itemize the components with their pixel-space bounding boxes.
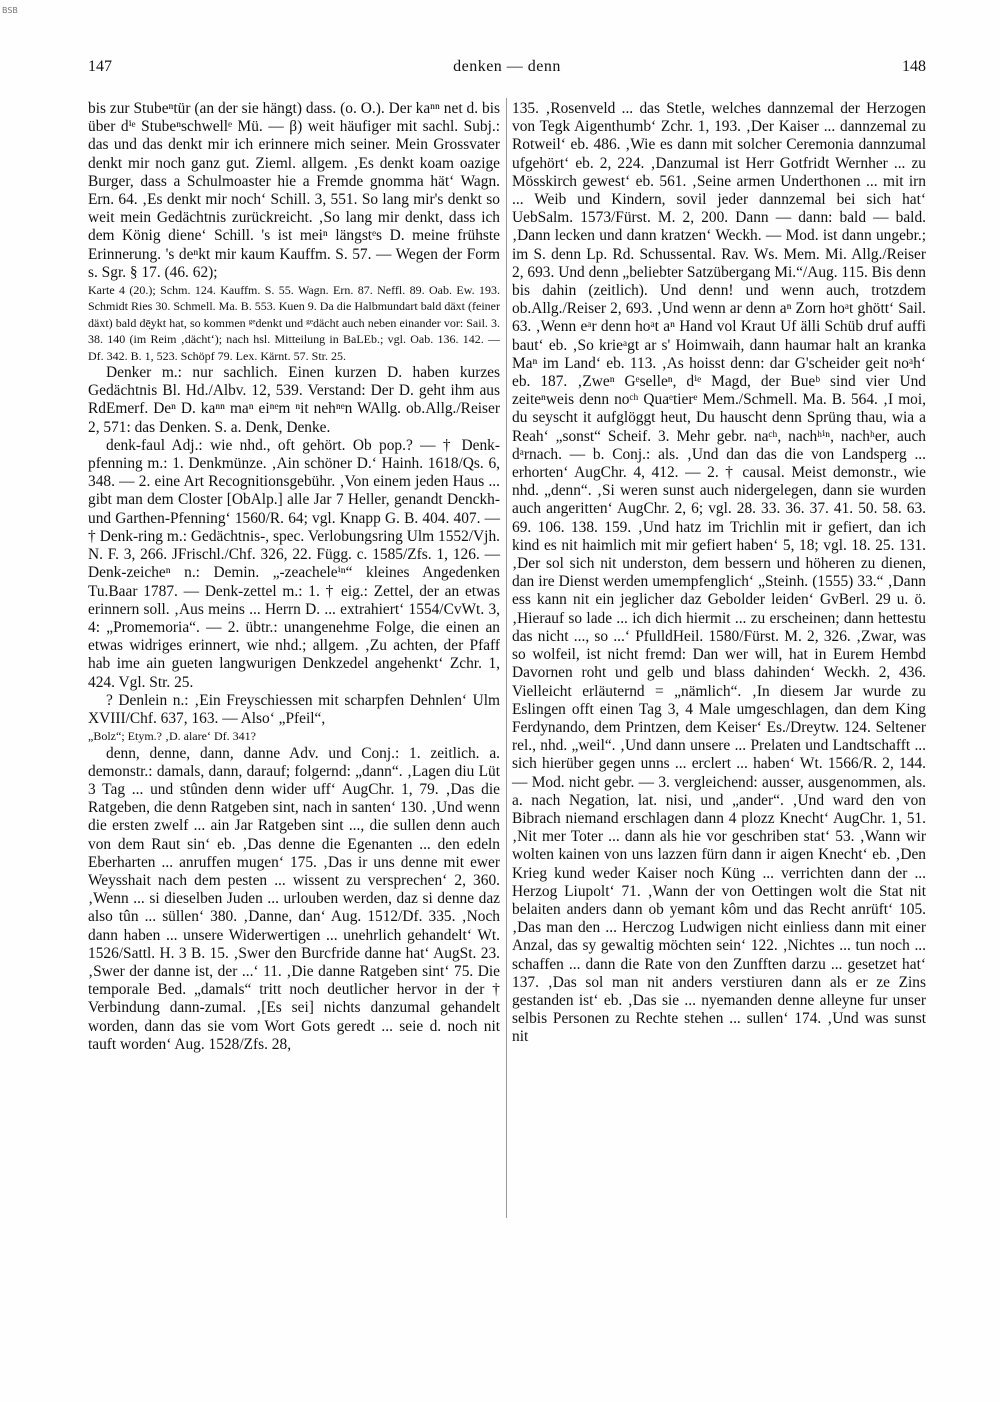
library-stamp: BSB xyxy=(2,6,18,15)
entry-denlein: ? Denlein n.: ‚Ein Freyschiessen mit scharpfen Dehnlen‘ Ulm XVIII/Chf. 637, 163. — Also‘ „Pfeil“, xyxy=(88,691,500,727)
entry-denlein-notes: „Bolz“; Etym.? ‚D. alare‘ Df. 341? xyxy=(88,729,256,744)
left-column xyxy=(88,100,500,1054)
entry-denker: Denker m.: nur sachlich. Einen kurzen D. haben kurzes Gedächtnis Bl. Hd./Albv. 12, 539. Verstand: Der D. geht ihm aus RdEmerf. Deⁿ D. kaⁿⁿ maⁿ eiⁿᵉm ⁿit nehⁿᵉn WAllg. ob.Allg./Reiser 2, 571: das Denken. S. a. Denk, Denke. xyxy=(88,364,500,436)
right-column xyxy=(512,100,926,1047)
entry-denken-continued: bis zur Stubeⁿtür (an der sie hängt) dass. (o. O.). Der kaⁿⁿ net d. bis über dⁱᵉ Stubeⁿschwellᵉ Mü. — β) weit häufiger mit sachl. Subj.: das und das denkt mir ich erinnere mich seiner. Mein Grossvater denkt mir noch ganz gut. Zieml. allgem. ‚Es denkt koam oazige Burger, dass a Schulmoaster hie a Fremde gnomma hät‘ Wagn. Ern. 64. ‚Es denkt mir noch‘ Schill. 3, 551. So lang mir's denkt so weit mein Gedächtnis zurückreicht. ‚So lang mir denkt, dass ich dem König diene‘ Schill. 's ist meiⁿ längstᵉs D. meine frühste Erinnerung. 's deⁿkt mir kaum Kauffm. S. 57. — Wegen der Form s. Sgr. § 17. (46. 62); xyxy=(88,100,500,281)
running-title: denken — denn xyxy=(453,58,561,75)
entry-denken-notes: Karte 4 (20.); Schm. 124. Kauffm. S. 55. Wagn. Ern. 87. Neffl. 89. Oab. Ew. 193. Schmidt Ries 30. Schmell. Ma. B. 553. Kuen 9. Da die Halbmundart bald däxt (feiner däxt) bald dē̤ykt hat, so kommen ᵍᵉdenkt und ᵍᵉdächt auch neben einander vor: Sail. 3. 38. 140 (im Reim ‚dächt‘); nach hsl. Mitteilung in BaLEb.; vgl. Oab. 136. 142. — Df. 342. B. 1, 523. Schöpf 79. Lex. Kärnt. 57. Str. 25. xyxy=(88,283,500,363)
column-divider xyxy=(506,98,507,1218)
page-number-right: 148 xyxy=(902,58,926,75)
entry-denn-continued: 135. ‚Rosenveld ... das Stetle, welches dannzemal der Herzogen von Tegk Aigenthumb‘ Zchr. 1, 193. ‚Der Kaiser ... dannzemal zu Rotweil‘ eb. 486. ‚Wie es dann mit solcher Ceremonia dannzumal ufgehört‘ eb. 2, 224. ‚Danzumal ist Herr Gotfridt Wernher ... zu Mösskirch gewest‘ eb. 561. ‚Seine armen Underthonen ... mit irn ... Weib und Kindern, sovil jeder dannzemal bei sich hat‘ UebSalm. 1573/Fürst. M. 2, 200. Dann — dann: bald — bald. ‚Dann lecken und dann kratzen‘ Weckh. — Mod. ist dann ungebr.; im S. denn Lp. Rd. Schussental. Rav. Ws. Mem. Mi. Allg./Reiser 2, 693. Und denn „beliebter Satzübergang Mi.“/Aug. 115. Bis denn bis dahin (zeitlich). Und denn! und wenn auch, trotzdem ob.Allg./Reiser 2, 693. ‚Und wenn ar denn aⁿ Zorn hoᵃt ghött‘ Sail. 63. ‚Wenn eᵃr denn hoᵃt aⁿ Hand vol Kraut Uf älli Schüb druf auffi baut‘ eb. ‚So krieᵃgt ar s' Hoimwaih, dann haumar halt an kranka Maⁿ im Land‘ eb. 113. ‚As hoisst denn: dar G'scheider geit noᵃh‘ eb. 187. ‚Zweⁿ Gᵉselleⁿ, dⁱᵉ Magd, der Bueᵇ sind vier Und zeiteⁿweis denn noᶜʰ Quaᵉtierᵉ Mem./Schmell. Ma. B. 564. ‚I moi, du seyscht it aufglöggt heut, Du hauscht denn Sprüng thau, wia a Reah‘ „sonst“ Scheif. 3. Mehr gebr. naᶜʰ, nachʰⁱⁿ, nachʰer, auch dᵃrnach. — b. Conj.: als. ‚Und dan das die von Landsperg ... erhorten‘ AugChr. 4, 412. — 2. † causal. Meist demonstr., wie nhd. „denn“. ‚Si weren sunst auch nidergelegen, dann sie wurden auch angeritten‘ AugChr. 2, 6; vgl. 28. 33. 36. 37. 41. 50. 58. 63. 69. 106. 138. 159. ‚Und hatz im Trichlin mit ir gefiert, dan ich kind es nit haimlich mit mir gefiert haben‘ 5, 18; vgl. 18. 25. 131. ‚Der sol sich nit underston, dem bessern und höheren zu dienen, dan ire Dienst werden umempfenglich‘ „Steinh. (1555) 33.“ ‚Dann ess kann nit ein jeglicher daz Gebolder leiden‘ GvBerl. 29 u. ö. ‚Hierauf so lade ... ich dich hiermit ... zu erscheinen; dann hettestu das nicht ..., so ...‘ PfulldHeil. 1580/Fürst. M. 2, 326. ‚Zwar, was so wolfeil, ist nicht fremd: Dan wer will, hat in Eurem Hembd Davornen roht und gelb und blass dahinden‘ Weckh. 2, 436. Vielleicht erläuternd = „nämlich“. ‚In diesem Jar wurde zu Eslingen offt einen Tag 3, 4 Male umgeschlagen, dan dem King Ferdynando, dem Printzen, dem Keiser‘ Es./Dreytw. 124. Seltener rel., nhd. „weil“. ‚Und dann unsere ... Prelaten und Landtschafft ... sich hierüber gegen unns ... erclert ... haben‘ Wt. 1566/R. 2, 144. — Mod. nicht gebr. — 3. vergleichend: ausser, ausgenommen, als. a. nach Negation, lat. nisi, und „ander“. ‚Und ward den von Bibrach niemand erschlagen dann 4 plozz Knecht‘ AugChr. 1, 51. ‚Nit mer Toter ... dann als hie vor geschriben stat‘ 53. ‚Wann wir wolten kainen von uns lazzen fürn dann ir aigen Knecht‘ eb. ‚Den Krieg kund weder Kaiser noch Küng ... verrichten dann der ... Herzog Liupolt‘ 71. ‚Wann der von Oettingen wolt die Stat nit belaiten anders dann ob yemant kôm und das Recht anrüft‘ 105. ‚Das man den ... Herczog Ludwigen nicht einliess dann mit einer Anzal, das sy gewaltig möchten sein‘ 122. ‚Nichtes ... tun noch ... schaffen ... dann die Rate von den Zunfften darzu ... gesetzet hat‘ 137. ‚Das sol man nit anders verstiuren dann als er ze Zins gestanden ist‘ eb. ‚Das sie ... nyemanden denne alleyne fur unser selbis Personen zu Rechte stehen ... sullen‘ 174. ‚Und was sunst nit xyxy=(512,100,926,1046)
entry-denk-compounds: denk-faul Adj.: wie nhd., oft gehört. Ob pop.? — † Denk-pfenning m.: 1. Denkmünze. ‚Ain schöner D.‘ Hainh. 1618/Qs. 6, 348. — 2. eine Art Recognitionsgebühr. ‚Von einem jeden Haus ... gibt man dem Closter [ObAlp.] alle Jar 7 Heller, genandt Denckh- und Garthen-Pfenning‘ 1560/R. 64; vgl. Knapp G. B. 404. 407. — † Denk-ring m.: Gedächtnis-, spec. Verlobungsring Ulm 1552/Vjh. N. F. 3, 266. JFrischl./Chf. 326, 22. Függ. c. 1585/Zfs. 1, 126. — Denk-zeicheⁿ n.: Demin. „-zeacheleⁱⁿ“ kleines Angedenken Tu.Baar 1787. — Denk-zettel m.: 1. † eig.: Zettel, der an etwas erinnern soll. ‚Aus meins ... Herrn D. ... extrahiert‘ 1554/CvWt. 3, 4: „Promemoria“. — 2. übtr.: unangenehme Folge, die einen an etwas widriges erinnert, wie nhd.; allgem. ‚Zu achten, der Pfaff hab ime ain gueten langwurigen Denkzedel angehenkt‘ Zchr. 1, 424. Vgl. Str. 25. xyxy=(88,436,500,691)
entry-denn: denn, denne, dann, danne Adv. und Conj.: 1. zeitlich. a. demonstr.: damals, dann, darauf; folgernd: „dann“. ‚Lagen diu Lüt 3 Tag ... und stûnden denn wider uff‘ AugChr. 1, 79. ‚Das die Ratgeben, die denn Ratgeben sint, nach in santen‘ 130. ‚Und wenn die ersten zwelf ... ain Jar Ratgeben sint ..., die sullen denn auch von dem Raut sin‘ eb. ‚Das denne die Egenanten ... den edeln Eberharten ... anruffen mugen‘ 175. ‚Das ir uns denne mit ewer Weysshait nach dem pesten ... wissent zu versprechen‘ 2, 360. ‚Wenn ... si dieselben Juden ... urlouben werden, daz si denne daz also tûn ... süllen‘ 380. ‚Danne, dan‘ Aug. 1512/Df. 335. ‚Noch dann haben ... unsere Widerwertigen ... unehrlich gehandelt‘ Wt. 1526/Sattl. H. 3 B. 15. ‚Swer den Burcfride danne hat‘ AugSt. 23. ‚Swer der danne ist, der ...‘ 11. ‚Die danne Ratgeben sint‘ 75. Die temporale Bed. „damals“ tritt noch deutlicher hervor in der † Verbindung dann-zumal. ‚[Es sei] nichts danzumal gehandelt worden, dann das sie vom Wort Gots geredt ... seie d. noch nit tauft worden‘ Aug. 1528/Zfs. 28, xyxy=(88,744,500,1053)
page-number-left: 147 xyxy=(88,58,112,75)
page-header xyxy=(88,58,926,82)
